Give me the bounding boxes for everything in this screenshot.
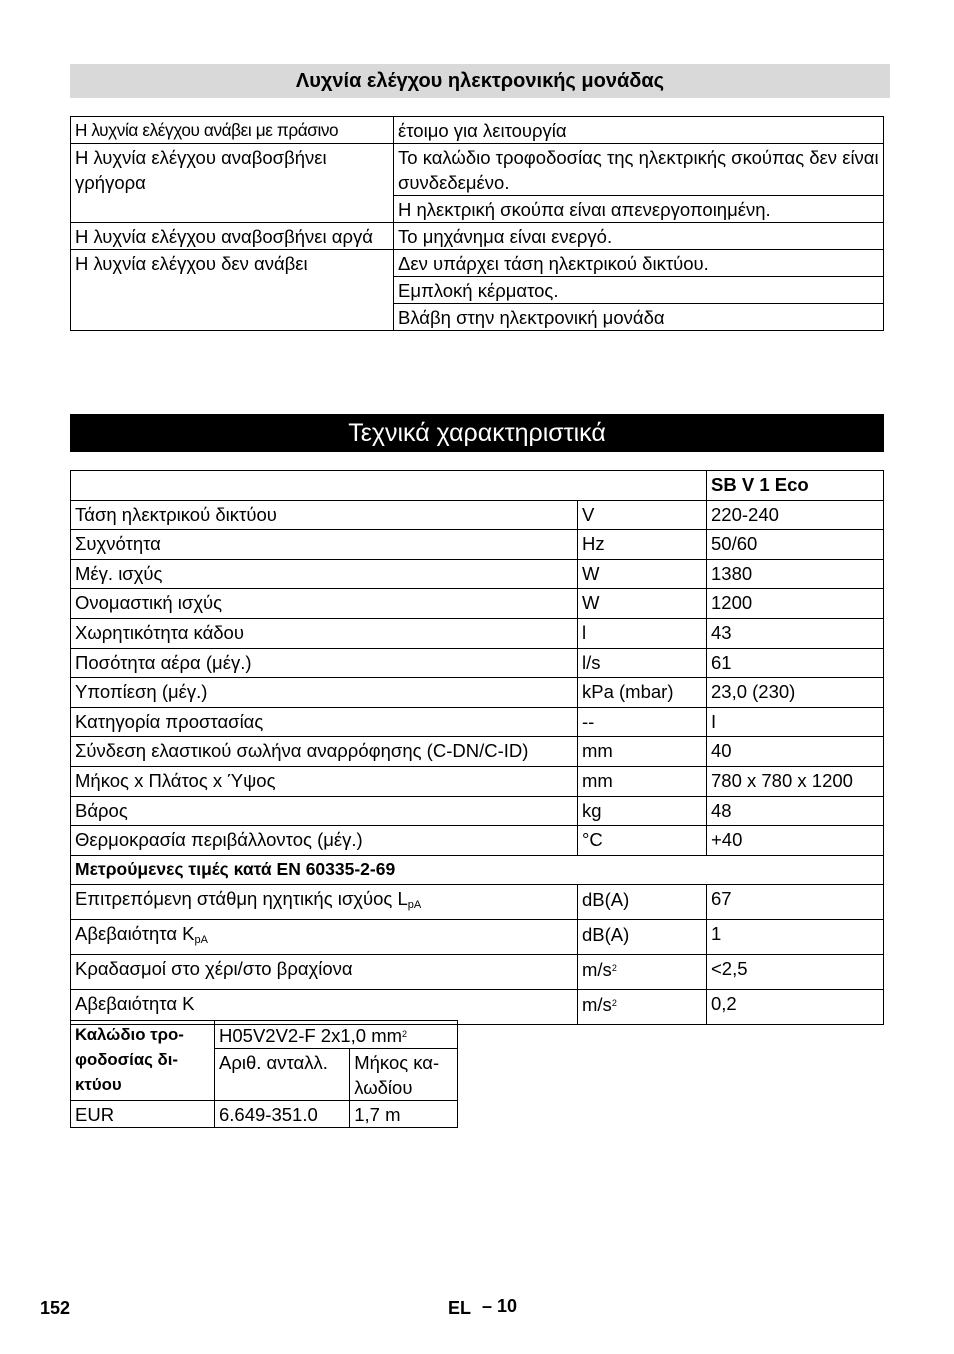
measured-label-text: Αβεβαιότητα K [75,993,195,1015]
measured-label [71,955,578,990]
spec-row [71,500,884,530]
condition-cell: Η λυχνία ελέγχου αναβοσβήνει γρήγορα [71,144,394,223]
measured-label-subscript: pA [194,934,208,947]
spec-label: Κατηγορία προστασίας [71,707,578,737]
spec-row [71,559,884,589]
spec-label: Μήκος x Πλάτος x Ύψος [71,766,578,796]
spec-unit: kPa (mbar) [578,678,707,708]
cable-type-sup: 2 [402,1029,408,1039]
spec-value: I [707,707,884,737]
spec-label: Μέγ. ισχύς [71,559,578,589]
spec-value: 23,0 (230) [707,678,884,708]
table-row [71,223,884,250]
page-number: 152 [40,1298,71,1318]
spec-value: 50/60 [707,530,884,560]
spec-row [71,707,884,737]
spec-row [71,589,884,619]
cable-region: EUR [71,1101,215,1128]
spec-value: 48 [707,796,884,826]
measured-unit-superscript: 2 [611,963,617,974]
specs-table [70,470,884,1025]
spec-row [71,796,884,826]
measured-label-text: Επιτρεπόμενη στάθμη ηχητικής ισχύος L [75,888,408,910]
spec-label: Υποπίεση (μέγ.) [71,678,578,708]
spec-unit: l [578,618,707,648]
spec-row [71,826,884,856]
spec-row [71,737,884,767]
cause-cell: Βλάβη στην ηλεκτρονική μονάδα [394,304,884,331]
cable-label-line: Καλώδιο τρο- [75,1025,184,1044]
measured-value: <2,5 [707,955,884,990]
spec-unit: mm [578,766,707,796]
spec-row [71,766,884,796]
spec-label: Συχνότητα [71,530,578,560]
cause-cell: Το μηχάνημα είναι ενεργό. [394,223,884,250]
spec-unit: Hz [578,530,707,560]
spec-value: 220-240 [707,500,884,530]
measured-label [71,920,578,955]
measured-heading: Μετρούμενες τιμές κατά EN 60335-2-69 [71,855,884,885]
cause-cell: Η ηλεκτρική σκούπα είναι απενεργοποιημένη. [394,196,884,223]
spec-label: Τάση ηλεκτρικού δικτύου [71,500,578,530]
measured-unit [578,955,707,990]
cause-cell: Εμπλοκή κέρματος. [394,277,884,304]
measured-label-text: Αβεβαιότητα K [75,923,195,945]
spec-unit: W [578,559,707,589]
spec-unit: V [578,500,707,530]
cause-cell: Το καλώδιο τροφοδοσίας της ηλεκτρικής σκούπας δεν είναι συνδεδεμένο. [394,144,884,196]
measured-label-text: Κραδασμοί στο χέρι/στο βραχίονα [75,958,353,980]
cable-label [71,1021,215,1101]
spec-row [71,678,884,708]
measured-unit [578,885,707,920]
measured-heading-row [71,855,884,885]
indicator-section-heading: Λυχνία ελέγχου ηλεκτρονικής μονάδας [70,64,890,98]
spec-value: +40 [707,826,884,856]
measured-value: 0,2 [707,990,884,1025]
measured-label-subscript: pA [407,899,422,912]
table-row [71,250,884,277]
spec-value: 1200 [707,589,884,619]
table-row [71,1101,458,1128]
table-row [71,144,884,196]
cable-length-header-line: Μήκος κα- [354,1052,440,1073]
cable-label-line: φοδοσίας δι- [75,1050,178,1069]
measured-unit [578,920,707,955]
cable-label-line: κτύου [75,1075,122,1094]
spec-label: Βάρος [71,796,578,826]
spec-unit: mm [578,737,707,767]
section-page-number: – 10 [482,1296,518,1316]
table-header-row [71,471,884,501]
condition-cell: Η λυχνία ελέγχου αναβοσβήνει αργά [71,223,394,250]
measured-row [71,920,884,955]
cause-cell: Δεν υπάρχει τάση ηλεκτρικού δικτύου. [394,250,884,277]
empty-header-cell [71,471,707,501]
spec-value: 780 x 780 x 1200 [707,766,884,796]
spec-label: Ονομαστική ισχύς [71,589,578,619]
spec-unit: kg [578,796,707,826]
order-number-header: Αριθ. ανταλλ. [215,1049,350,1101]
measured-unit-text: dB(A) [582,889,630,911]
cable-type [215,1021,458,1049]
condition-cell: Η λυχνία ελέγχου ανάβει με πράσινο [71,117,394,144]
measured-unit-superscript: 2 [611,998,617,1009]
spec-row [71,530,884,560]
cable-table [70,1020,458,1128]
spec-unit: °C [578,826,707,856]
specs-title: Τεχνικά χαρακτηριστικά [70,414,884,452]
spec-unit: l/s [578,648,707,678]
measured-label [71,885,578,920]
spec-unit: -- [578,707,707,737]
spec-label: Θερμοκρασία περιβάλλοντος (μέγ.) [71,826,578,856]
spec-label: Σύνδεση ελαστικού σωλήνα αναρρόφησης (C-DN/C-ID) [71,737,578,767]
table-row [71,1021,458,1049]
spec-value: 1380 [707,559,884,589]
measured-unit-text: m/s [582,959,612,981]
spec-unit: W [578,589,707,619]
measured-unit-text: m/s [582,994,612,1016]
spec-value: 61 [707,648,884,678]
cable-order-number: 6.649-351.0 [215,1101,350,1128]
language-code: EL [448,1298,472,1318]
spec-row [71,618,884,648]
cable-length: 1,7 m [350,1101,458,1128]
measured-value: 67 [707,885,884,920]
cable-length-header [350,1049,458,1101]
indicator-table [70,116,884,331]
measured-row [71,885,884,920]
cause-cell: έτοιμο για λειτουργία [394,117,884,144]
spec-label: Ποσότητα αέρα (μέγ.) [71,648,578,678]
cable-type-text: H05V2V2-F 2x1,0 mm [219,1025,403,1046]
model-name: SB V 1 Eco [707,471,884,501]
spec-value: 43 [707,618,884,648]
table-row [71,117,884,144]
measured-unit [578,990,707,1025]
cable-length-header-line: λωδίου [354,1077,413,1098]
spec-value: 40 [707,737,884,767]
spec-label: Χωρητικότητα κάδου [71,618,578,648]
spec-row [71,648,884,678]
measured-value: 1 [707,920,884,955]
measured-unit-text: dB(A) [582,924,630,946]
condition-cell: Η λυχνία ελέγχου δεν ανάβει [71,250,394,331]
measured-row [71,955,884,990]
